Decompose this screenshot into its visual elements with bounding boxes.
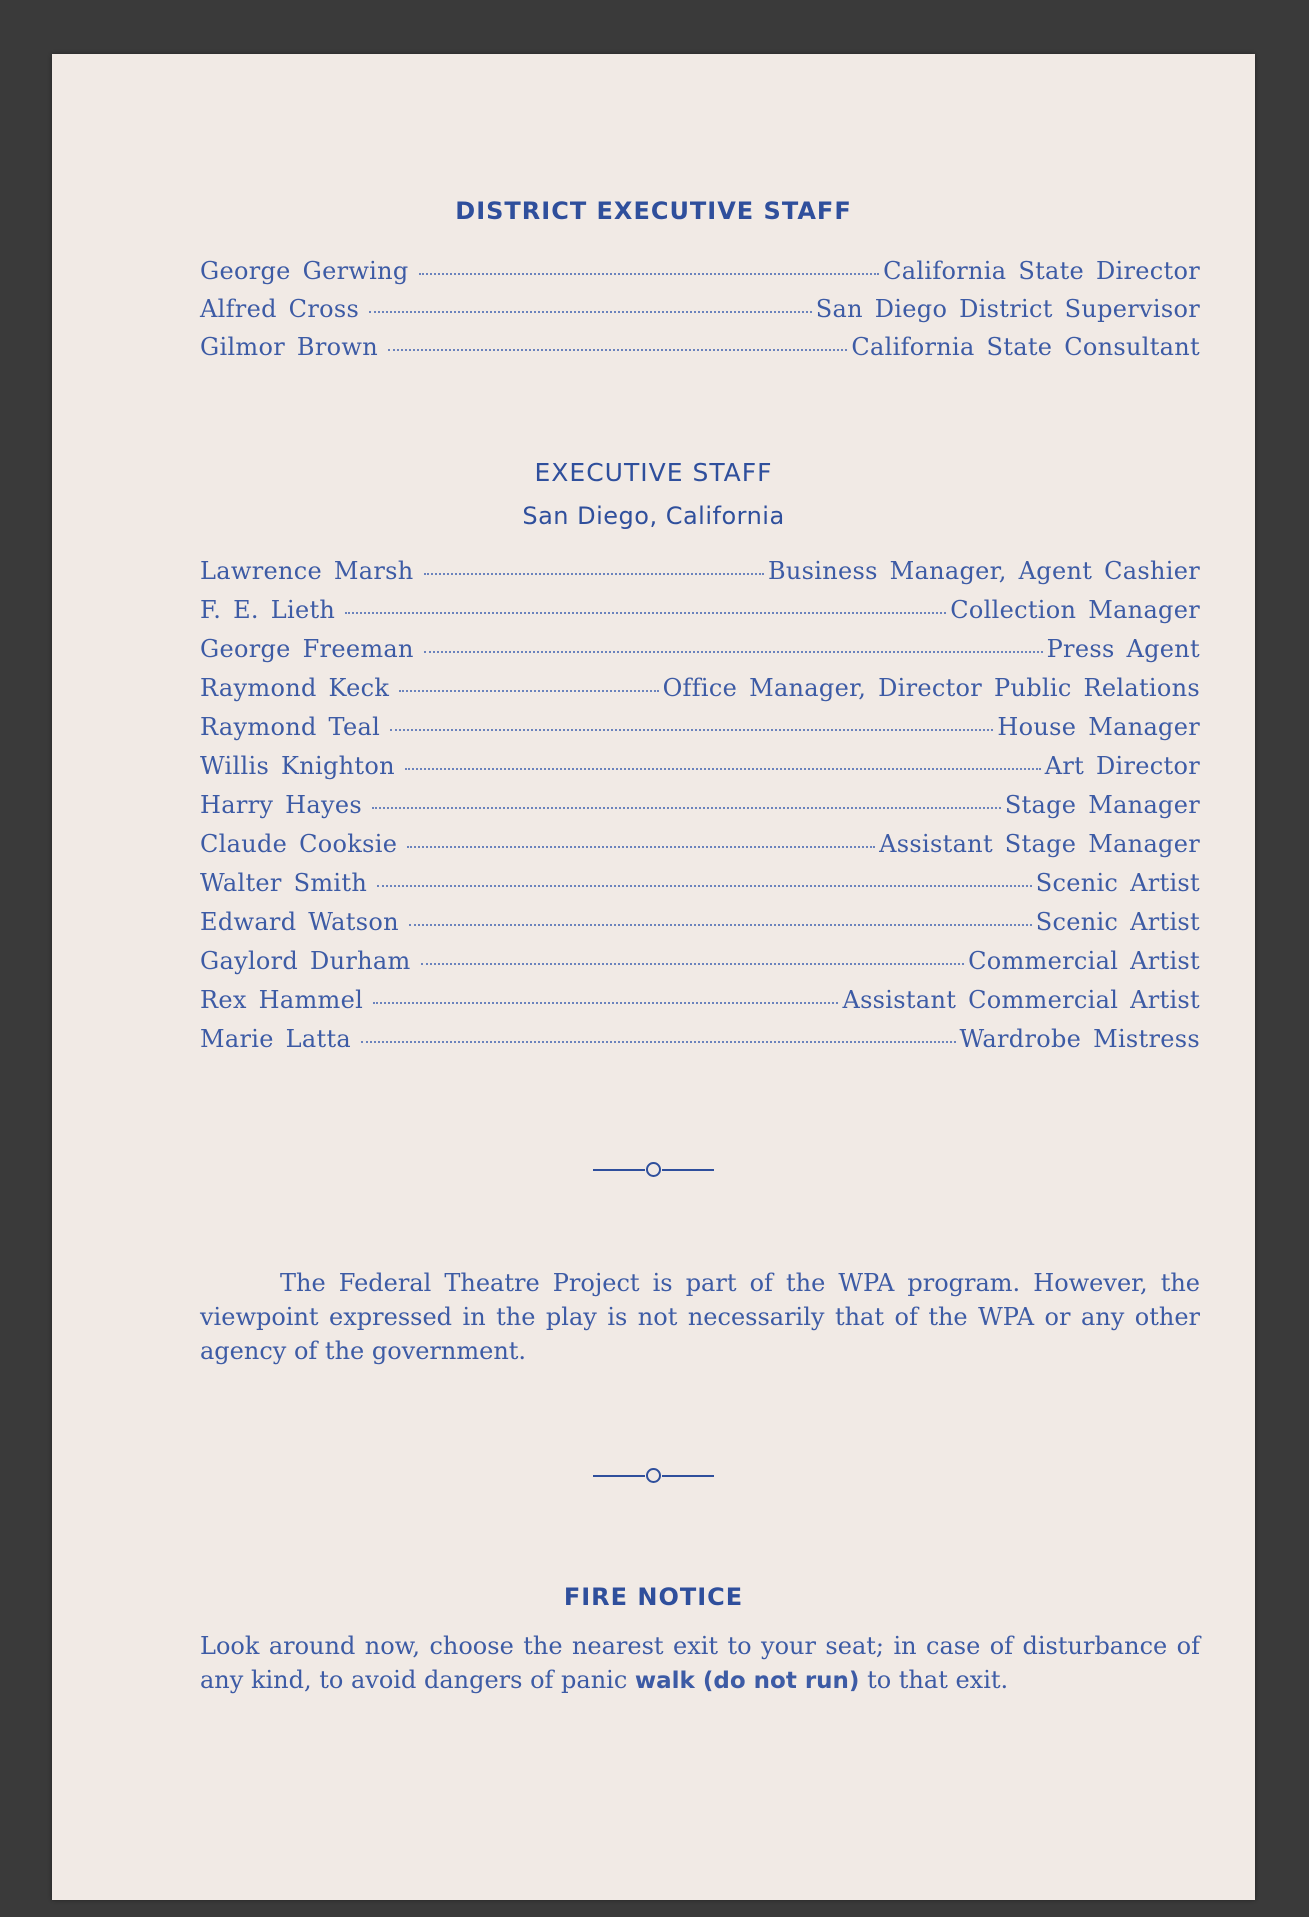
staff-name: George Freeman (200, 635, 414, 663)
staff-row (200, 332, 1200, 362)
staff-row (200, 829, 1200, 859)
leader-dots (399, 690, 658, 692)
staff-name: Raymond Keck (200, 674, 390, 702)
divider-circle (646, 1468, 661, 1483)
divider-line (593, 1475, 645, 1477)
staff-role: San Diego District Supervisor (815, 295, 1200, 323)
divider-line (593, 1169, 645, 1171)
fire-notice-heading: FIRE NOTICE (563, 1583, 744, 1611)
staff-name: F. E. Lieth (200, 596, 336, 624)
staff-role: House Manager (997, 713, 1200, 741)
staff-role: Scenic Artist (1035, 869, 1200, 897)
staff-row (200, 712, 1200, 742)
district-staff-heading: DISTRICT EXECUTIVE STAFF (455, 197, 852, 225)
leader-dots (405, 768, 1041, 770)
leader-dots (409, 924, 1032, 926)
fire-notice-text (200, 1629, 1200, 1698)
staff-role: Assistant Commercial Artist (842, 986, 1200, 1014)
staff-row (200, 634, 1200, 664)
staff-name: Gaylord Durham (200, 947, 411, 975)
leader-dots (407, 846, 875, 848)
leader-dots (361, 1041, 956, 1043)
section-divider (52, 1468, 1255, 1483)
staff-name: Willis Knighton (200, 752, 395, 780)
leader-dots (390, 729, 993, 731)
fire-notice-text-end: to that exit. (859, 1666, 1009, 1694)
leader-dots (421, 963, 965, 965)
leader-dots (373, 1002, 838, 1004)
staff-role: Stage Manager (1004, 791, 1200, 819)
staff-row (200, 751, 1200, 781)
section-divider (52, 1162, 1255, 1177)
staff-row (200, 1024, 1200, 1054)
staff-role: California State Director (883, 257, 1200, 285)
leader-dots (369, 311, 812, 313)
divider-circle (646, 1162, 661, 1177)
leader-dots (377, 885, 1032, 887)
staff-name: Lawrence Marsh (200, 557, 414, 585)
staff-row (200, 985, 1200, 1015)
staff-role: Scenic Artist (1035, 908, 1200, 936)
staff-role: California State Consultant (851, 333, 1200, 361)
staff-role: Art Director (1044, 752, 1200, 780)
leader-dots (388, 349, 847, 351)
staff-row (200, 868, 1200, 898)
staff-name: Harry Hayes (200, 791, 362, 819)
leader-dots (345, 612, 946, 614)
staff-name: Alfred Cross (200, 295, 360, 323)
staff-row (200, 946, 1200, 976)
staff-name: Raymond Teal (200, 713, 381, 741)
leader-dots (372, 807, 1001, 809)
staff-row (200, 907, 1200, 937)
staff-name: Rex Hammel (200, 986, 364, 1014)
staff-name: Edward Watson (200, 908, 399, 936)
staff-name: Gilmor Brown (200, 333, 378, 361)
executive-staff-heading: EXECUTIVE STAFF (534, 458, 773, 487)
staff-name: Marie Latta (200, 1025, 352, 1053)
staff-row (200, 256, 1200, 286)
staff-role: Business Manager, Agent Cashier (767, 557, 1200, 585)
program-page (52, 54, 1255, 1900)
staff-row (200, 790, 1200, 820)
divider-line (662, 1475, 714, 1477)
divider-line (662, 1169, 714, 1171)
staff-name: Claude Cooksie (200, 830, 398, 858)
staff-name: Walter Smith (200, 869, 368, 897)
fire-notice-emphasis: walk (do not run) (634, 1668, 860, 1694)
staff-role: Collection Manager (950, 596, 1200, 624)
wpa-disclaimer: The Federal Theatre Project is part of the WPA program. However, the viewpoint expressed in the play is not necessarily that of the WPA or any other agency of the government. (200, 1269, 1200, 1365)
staff-role: Office Manager, Director Public Relations (662, 674, 1200, 702)
staff-role: Assistant Stage Manager (879, 830, 1200, 858)
fire-notice-text-start: Look around now, choose the nearest exit to your seat; in case of disturbance of any kind, to avoid dangers of panic (200, 1632, 1200, 1694)
staff-name: George Gerwing (200, 257, 409, 285)
staff-row (200, 556, 1200, 586)
leader-dots (424, 573, 764, 575)
staff-row (200, 673, 1200, 703)
executive-staff-location: San Diego, California (522, 502, 785, 530)
staff-role: Press Agent (1046, 635, 1200, 663)
staff-row (200, 294, 1200, 324)
staff-role: Commercial Artist (968, 947, 1200, 975)
leader-dots (419, 273, 880, 275)
leader-dots (424, 651, 1043, 653)
staff-role: Wardrobe Mistress (959, 1025, 1200, 1053)
staff-row (200, 595, 1200, 625)
